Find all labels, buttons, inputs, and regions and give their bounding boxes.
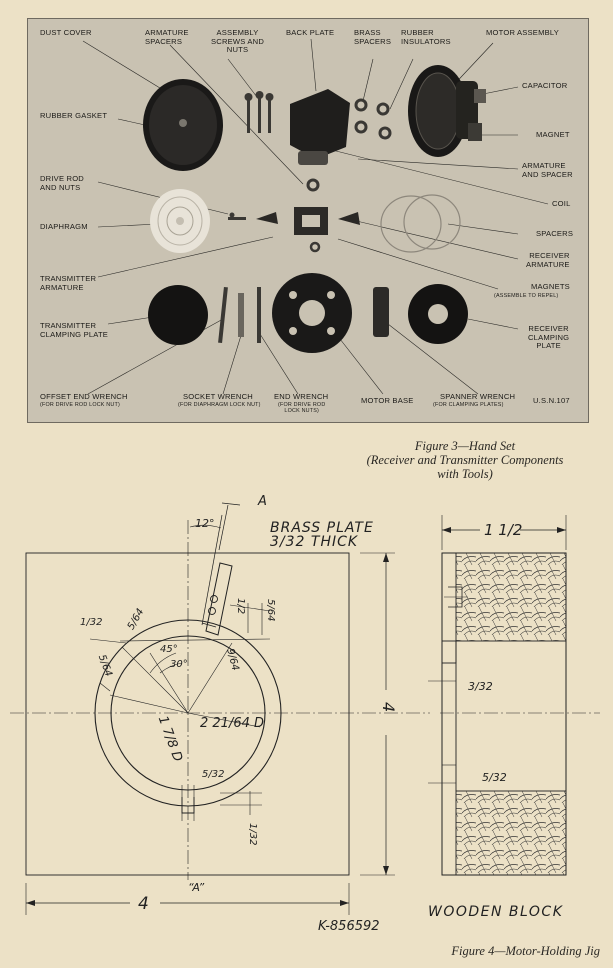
label-armature-and-spacer: ARMATURE AND SPACER: [522, 161, 573, 179]
dim-5-64-c-label: 5/64: [95, 653, 114, 679]
inner-diameter-label: 1 7/8 D: [154, 713, 186, 764]
label-receiver-clamping: RECEIVER CLAMPING PLATE: [528, 324, 570, 351]
section-mark-a-bottom: “A”: [188, 881, 205, 894]
figure-4-caption: Figure 4—Motor-Holding Jig: [451, 944, 600, 958]
width-4-label: 4: [138, 894, 149, 914]
section-width-label: 1 1/2: [484, 521, 523, 539]
dim-1-2-label: 1/2: [235, 598, 246, 615]
label-transmitter-clamping: TRANSMITTER CLAMPING PLATE: [40, 321, 109, 339]
label-capacitor: CAPACITOR: [522, 81, 568, 90]
label-transmitter-armature: TRANSMITTER ARMATURE: [40, 274, 97, 292]
figure-3-photo: [27, 18, 589, 423]
brass-plate-thickness-label: 3/32 THICK: [270, 534, 359, 550]
label-socket-wrench-note: (FOR DIAPHRAGM LOCK NUT): [178, 402, 261, 408]
label-dust-cover: DUST COVER: [40, 28, 92, 37]
dim-5-32-label: 5/32: [202, 769, 225, 780]
components-illustration: [28, 19, 588, 422]
wooden-block-label: WOODEN BLOCK: [428, 904, 564, 920]
label-spacers: SPACERS: [536, 229, 574, 238]
label-coil: COIL: [552, 199, 571, 208]
dim-1-32-label: 1/32: [80, 617, 103, 628]
label-brass-spacers: BRASS SPACERS: [354, 28, 392, 46]
label-socket-wrench: SOCKET WRENCH: [183, 392, 253, 401]
label-diaphragm: DIAPHRAGM: [40, 222, 88, 231]
motor-holding-jig-drawing: [0, 495, 613, 945]
dim-1-32-bottom-label: 1/32: [247, 823, 258, 846]
label-offset-wrench: OFFSET END WRENCH: [40, 392, 128, 401]
label-drive-rod: DRIVE ROD AND NUTS: [40, 174, 84, 192]
label-assembly-screws: ASSEMBLY SCREWS AND NUTS: [211, 28, 265, 55]
label-receiver-armature: RECEIVER ARMATURE: [526, 251, 570, 269]
label-rubber-gasket: RUBBER GASKET: [40, 111, 108, 120]
angle-30-label: 30°: [170, 659, 188, 670]
label-spanner-wrench-note: (FOR CLAMPING PLATES): [433, 402, 504, 408]
label-motor-assembly: MOTOR ASSEMBLY: [486, 28, 559, 37]
height-4-label: 4: [379, 702, 398, 713]
dim-5-64-a-label: 5/64: [125, 606, 147, 632]
dim-5-64-b-label: 5/64: [265, 599, 276, 622]
label-armature-spacers: ARMATURE SPACERS: [145, 28, 189, 46]
label-magnet: MAGNET: [536, 130, 570, 139]
label-magnets: MAGNETS: [531, 282, 570, 291]
label-end-wrench: END WRENCH: [274, 392, 329, 401]
angle-45-label: 45°: [160, 644, 178, 655]
drawing-number-label: K-856592: [318, 919, 380, 934]
label-usn-number: U.S.N.107: [533, 396, 570, 405]
outer-diameter-label: 2 21/64 D: [200, 716, 265, 731]
figure-3-caption: Figure 3—Hand Set (Receiver and Transmitter Components with Tools): [366, 439, 564, 481]
label-motor-base: MOTOR BASE: [361, 396, 414, 405]
dim-9-64-label: 9/64: [224, 647, 241, 672]
section-mark-a-top: A: [258, 495, 267, 509]
dim-3-32-right-label: 3/32: [468, 680, 493, 693]
front-view-outline: [26, 553, 349, 875]
label-offset-wrench-note: (FOR DRIVE ROD LOCK NUT): [40, 402, 120, 408]
label-rubber-insulators: RUBBER INSULATORS: [401, 28, 451, 46]
dim-5-32-right-label: 5/32: [482, 771, 507, 784]
label-spanner-wrench: SPANNER WRENCH: [440, 392, 516, 401]
label-end-wrench-note: (FOR DRIVE ROD LOCK NUTS): [278, 402, 326, 414]
brass-plate-label: BRASS PLATE: [270, 520, 374, 536]
angle-12-label: 12°: [195, 517, 215, 530]
label-magnets-note: (ASSEMBLE TO REPEL): [494, 293, 559, 299]
label-back-plate: BACK PLATE: [286, 28, 335, 37]
